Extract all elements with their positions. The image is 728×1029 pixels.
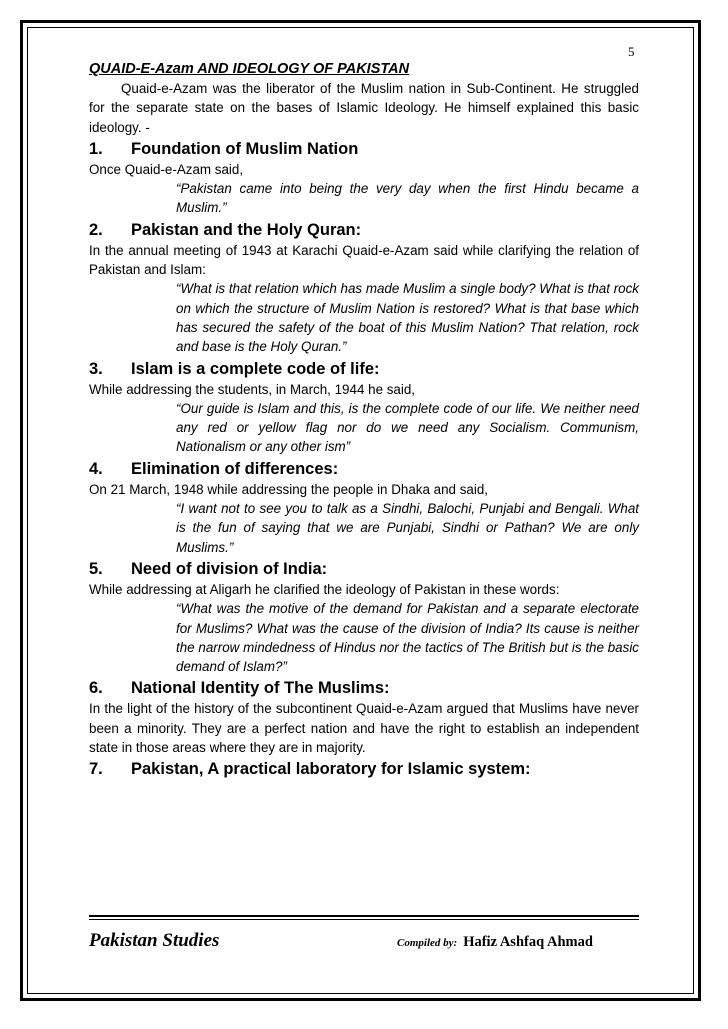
section-4 [89,458,639,557]
section-quote: “What is that relation which has made Muslim a single body? What is that rock on which the structure of Muslim Nation is restored? What is that base which has secured the safety of the boat of this Muslim Nation? That relation, rock and base is the Holy Quran.” [176,281,639,355]
section-heading [89,219,639,241]
document-title: QUAID-E-Azam AND IDEOLOGY OF PAKISTAN [89,61,410,77]
section-title: Elimination of differences: [131,459,339,478]
section-title: Pakistan and the Holy Quran: [131,220,362,239]
section-heading [89,758,639,780]
section-title: Need of division of India: [131,559,328,578]
footer-divider [89,915,639,917]
section-text: While addressing at Aligarh he clarified the ideology of Pakistan in these words: [89,581,560,597]
section-5 [89,558,639,676]
compiled-by-label: Compiled by: [397,937,458,949]
footer-subject: Pakistan Studies [89,930,220,951]
section-title: National Identity of The Muslims: [131,679,390,698]
section-1 [89,138,639,218]
section-text: In the light of the history of the subcontinent Quaid-e-Azam argued that Muslims have never been a minority. They are a perfect nation and have the right to establish an independent state in those areas where they are in majority. [89,701,639,756]
section-heading [89,677,639,699]
section-7 [89,758,639,780]
section-3 [89,358,639,457]
section-2 [89,219,639,357]
section-number: 4. [89,459,103,478]
section-number: 5. [89,559,103,578]
footer-divider-thin [89,919,639,920]
section-number: 2. [89,220,103,239]
section-text: While addressing the students, in March, 1944 he said, [89,381,416,397]
section-quote: “Pakistan came into being the very day when the first Hindu became a Muslim.” [176,181,639,216]
footer-credit [397,934,593,951]
section-title: Pakistan, A practical laboratory for Islamic system: [131,760,531,779]
section-heading [89,358,639,380]
section-number: 3. [89,359,103,378]
section-heading [89,558,639,580]
section-quote: “Our guide is Islam and this, is the complete code of our life. We neither need any red or yellow flag nor do we need any Socialism. Communism, Nationalism or any other ism” [176,400,639,455]
section-heading [89,138,639,160]
section-quote: “What was the motive of the demand for Pakistan and a separate electorate for Muslims? What was the cause of the division of India? Its cause is neither the narrow mindedness of Hindus nor the tactics of The British but is the basic demand of Islam?” [176,601,639,675]
section-title: Islam is a complete code of life: [131,359,380,378]
section-text: In the annual meeting of 1943 at Karachi Quaid-e-Azam said while clarifying the relation of Pakistan and Islam: [89,242,639,278]
section-number: 7. [89,760,103,779]
section-text: On 21 March, 1948 while addressing the people in Dhaka and said, [89,481,488,497]
author-name: Hafiz Ashfaq Ahmad [463,934,593,950]
section-title: Foundation of Muslim Nation [131,139,359,158]
intro-paragraph: Quaid-e-Azam was the liberator of the Muslim nation in Sub-Continent. He struggled for the separate state on the bases of Islamic Ideology. He himself explained this basic ideology. - [89,81,639,135]
page-number: 5 [628,44,635,59]
section-number: 6. [89,679,103,698]
section-text: Once Quaid-e-Azam said, [89,161,244,177]
section-heading [89,458,639,480]
section-number: 1. [89,139,103,158]
document-body [89,60,639,780]
section-6 [89,677,639,757]
section-quote: “I want not to see you to talk as a Sindhi, Balochi, Punjabi and Bengali. What is the fun of saying that we are Punjabi, Sindhi or Pathan? We are only Muslims.” [176,501,639,555]
